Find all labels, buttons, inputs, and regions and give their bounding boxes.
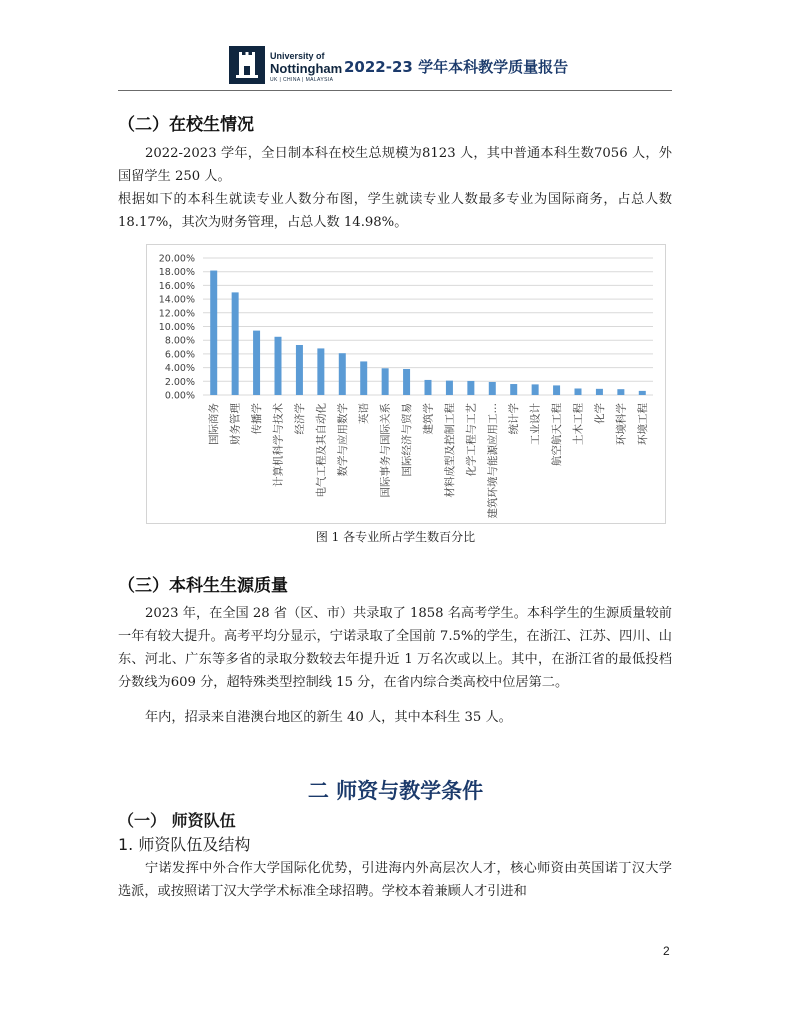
y-tick-label: 6.00% <box>164 349 195 361</box>
subheading-faculty-structure: 1. 师资队伍及结构 <box>118 835 251 854</box>
y-tick-label: 14.00% <box>158 294 195 306</box>
x-tick-label: 材料成型及控制工程 <box>443 403 456 498</box>
bar <box>489 382 496 395</box>
header-rule <box>118 90 672 91</box>
x-tick-label: 电气工程及其自动化 <box>315 403 328 498</box>
y-tick-label: 10.00% <box>158 322 195 333</box>
bar <box>639 391 646 395</box>
x-tick-label: 建筑学 <box>422 403 435 435</box>
y-tick-label: 18.00% <box>158 267 195 279</box>
paragraph-admission-quality: 2023 年，在全国 28 省（区、市）共录取了 1858 名高考学生。本科学生的生源质量较前一年有较大提升。高考平均分显示，宁诺录取了全国前 7.5%的学生，在浙江、江苏、四川、山东、河北、广东等多省的录取分数较去年提升近 1 万名次或以上。其中，在浙江省的最低投档分数线为609 分，超特殊类型控制线 15 分，在省内综合类高校中位居第二。 <box>118 606 672 690</box>
page-number: 2 <box>663 944 670 958</box>
bar <box>360 361 367 395</box>
bar <box>425 380 432 395</box>
x-tick-label: 土木工程 <box>572 403 585 445</box>
bar <box>510 384 517 395</box>
section-heading-admission: （三）本科生生源质量 <box>118 576 288 596</box>
bar <box>403 369 410 395</box>
bar <box>382 368 389 395</box>
section-faculty-body <box>118 857 672 903</box>
y-tick-label: 16.00% <box>158 280 195 292</box>
x-tick-label: 数学与应用数学 <box>336 403 349 477</box>
chart-frame <box>146 244 666 524</box>
logo-line-1: University of <box>270 51 325 61</box>
x-tick-label: 航空航天工程 <box>551 403 564 466</box>
x-tick-label: 英语 <box>358 403 371 424</box>
bar <box>210 271 217 395</box>
y-tick-label: 12.00% <box>158 308 195 320</box>
chapter-heading-faculty: 二 师资与教学条件 <box>307 779 484 803</box>
figure-caption: 图 1 各专业所占学生数百分比 <box>315 530 476 544</box>
university-logo-crest <box>229 46 265 84</box>
bar <box>339 353 346 395</box>
bar <box>553 385 560 395</box>
bar <box>575 388 582 395</box>
major-distribution-chart <box>147 245 665 523</box>
bar <box>253 331 260 395</box>
logo-line-2: Nottingham <box>270 61 343 76</box>
bar <box>467 381 474 395</box>
bar <box>596 389 603 395</box>
x-tick-label: 环境科学 <box>615 403 628 446</box>
x-tick-label: 化学 <box>593 403 606 424</box>
bar <box>296 345 303 395</box>
x-tick-label: 环境工程 <box>636 403 649 445</box>
report-title: 2022-23 学年本科教学质量报告 <box>344 58 569 76</box>
x-tick-label: 统计学 <box>508 403 521 435</box>
y-tick-label: 20.00% <box>158 253 195 265</box>
y-tick-label: 0.00% <box>164 390 195 402</box>
castle-icon <box>229 46 265 84</box>
bar <box>617 389 624 395</box>
x-tick-label: 国际商务 <box>208 403 221 445</box>
x-tick-label: 财务管理 <box>229 403 242 445</box>
bar <box>446 381 453 395</box>
section-admission-body <box>118 602 672 729</box>
x-tick-label: 国际经济与贸易 <box>401 403 414 477</box>
logo-line-3: UK | CHINA | MALAYSIA <box>270 77 334 83</box>
y-tick-label: 8.00% <box>164 335 195 347</box>
bar <box>275 337 282 395</box>
bar <box>532 384 539 395</box>
bar <box>317 348 324 395</box>
x-tick-label: 建筑环境与能源应用工… <box>486 403 499 519</box>
paragraph-enrollment-total: 2022-2023 学年，全日制本科在校生总规模为8123 人，其中普通本科生数7056 人，外国留学生 250 人。 <box>118 146 672 184</box>
bar <box>232 292 239 395</box>
section-heading-enrollment: （二）在校生情况 <box>118 115 254 135</box>
x-tick-label: 工业设计 <box>529 403 542 445</box>
y-tick-label: 4.00% <box>164 363 195 375</box>
x-tick-label: 计算机科学与技术 <box>272 403 285 487</box>
paragraph-hmt-admission: 年内，招录来自港澳台地区的新生 40 人，其中本科生 35 人。 <box>145 710 512 725</box>
x-tick-label: 国际事务与国际关系 <box>379 403 392 498</box>
x-tick-label: 化学工程与工艺 <box>465 403 478 477</box>
x-tick-label: 经济学 <box>293 403 306 435</box>
paragraph-major-distribution: 根据如下的本科生就读专业人数分布图，学生就读专业人数最多专业为国际商务，占总人数 18.17%，其次为财务管理，占总人数 14.98%。 <box>118 192 672 230</box>
x-tick-label: 传播学 <box>251 403 264 435</box>
y-tick-label: 2.00% <box>164 376 195 388</box>
section-enrollment-body <box>118 142 672 234</box>
subheading-faculty-team: （一） 师资队伍 <box>118 811 236 830</box>
paragraph-faculty-intro: 宁诺发挥中外合作大学国际化优势，引进海内外高层次人才，核心师资由英国诺丁汉大学选派，或按照诺丁汉大学学术标准全球招聘。学校本着兼顾人才引进和 <box>118 861 672 899</box>
